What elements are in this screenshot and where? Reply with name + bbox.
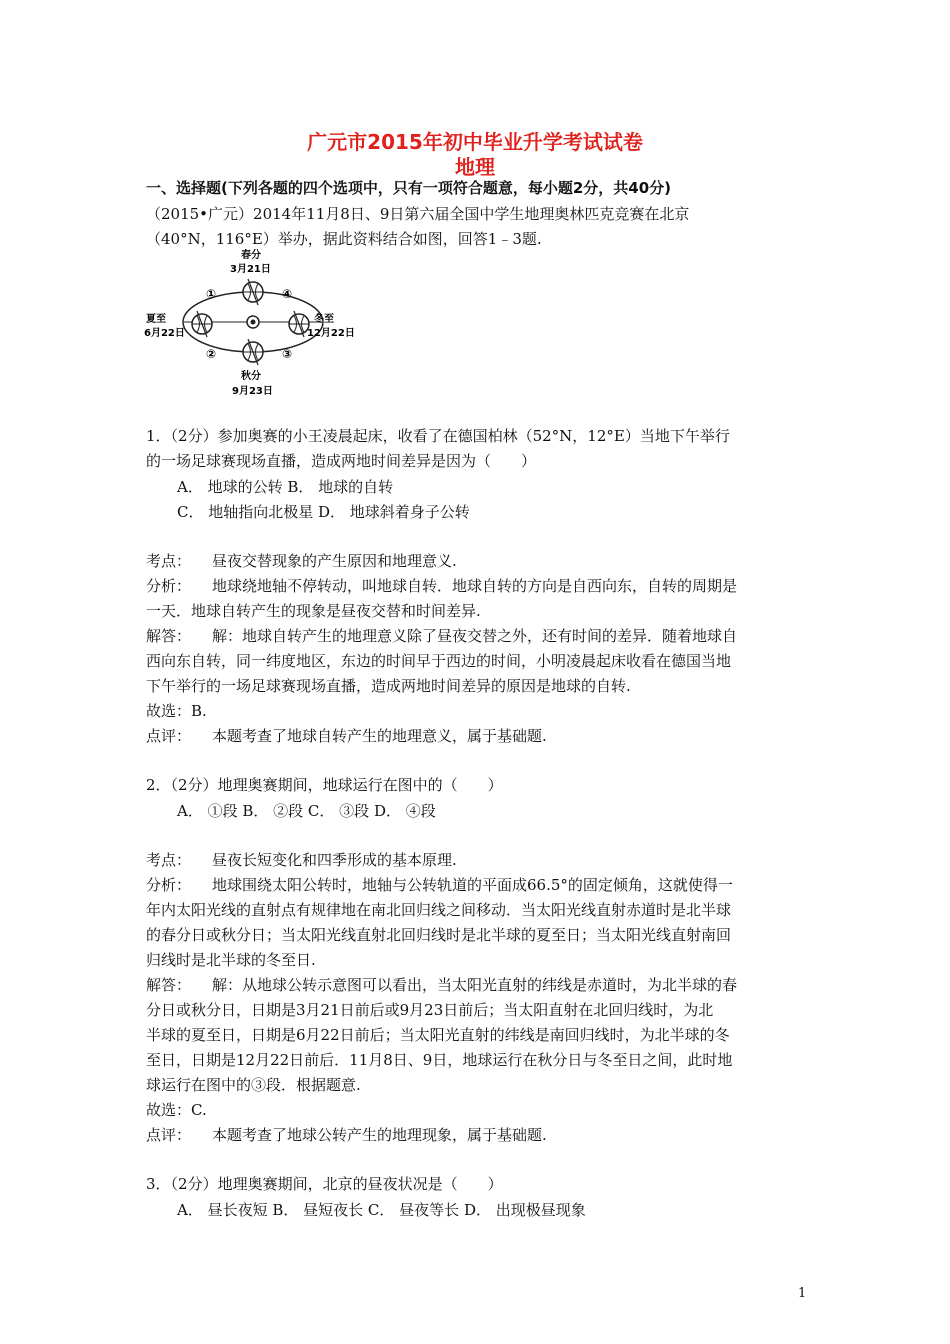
- q1-fenxi-1: 地球绕地轴不停转动，叫地球自转．地球自转的方向是自西向东，自转的周期是: [212, 577, 738, 595]
- q1-jieda-1: 解：地球自转产生的地理意义除了昼夜交替之外，还有时间的差异．随着地球自: [212, 627, 738, 645]
- q1-kaodian-row: [146, 551, 457, 571]
- q1-jieda-row: [146, 626, 737, 646]
- label-spring: 春分: [241, 250, 261, 261]
- q2-kaodian-label: 考点：: [146, 851, 192, 869]
- intro-line-1: （2015•广元）2014年11月8日、9日第六届全国中学生地理奥林匹克竞赛在北京: [146, 205, 690, 223]
- segment-4-label: ④: [282, 287, 293, 301]
- q2-fenxi-1: 地球围绕太阳公转时，地轴与公转轨道的平面成66.5°的固定倾角，这就使得一: [212, 876, 733, 894]
- intro-line-2: （40°N，116°E）举办，据此资料结合如图，回答1﹣3题.: [146, 230, 542, 248]
- earth-orbit-diagram: [144, 244, 358, 404]
- q2-jieda-3: 半球的夏至日，日期是6月22日前后；当太阳光直射的纬线是南回归线时，为北半球的冬: [146, 1026, 730, 1044]
- q2-answer: 故选：C.: [146, 1101, 207, 1119]
- label-autumn: 秋分: [241, 371, 261, 382]
- q2-dianping: 本题考查了地球公转产生的地理现象，属于基础题.: [212, 1126, 547, 1144]
- section-heading: 一、选择题(下列各题的四个选项中，只有一项符合题意，每小题2分，共40分): [146, 179, 672, 197]
- label-summer-date: 6月22日: [144, 328, 185, 339]
- q2-fenxi-label: 分析：: [146, 876, 192, 894]
- q2-fenxi-3: 的春分日或秋分日；当太阳光线直射北回归线时是北半球的夏至日；当太阳光线直射南回: [146, 926, 732, 944]
- q2-fenxi-row: [146, 875, 733, 895]
- q2-jieda-1: 解：从地球公转示意图可以看出，当太阳光直射的纬线是赤道时，为北半球的春: [212, 976, 738, 994]
- q1-fenxi-row: [146, 576, 737, 596]
- q2-fenxi-4: 归线时是北半球的冬至日.: [146, 951, 316, 969]
- q1-options-1: A． 地球的公转 B． 地球的自转: [177, 478, 394, 496]
- q2-jieda-4: 至日，日期是12月22日前后．11月8日、9日，地球运行在秋分日与冬至日之间，此时地: [146, 1051, 733, 1069]
- q1-stem-1: 1．（2分）参加奥赛的小王凌晨起床，收看了在德国柏林（52°N，12°E）当地下午举行: [146, 427, 730, 445]
- label-winter: 冬至: [314, 314, 334, 325]
- q1-fenxi-label: 分析：: [146, 577, 192, 595]
- q1-dianping: 本题考查了地球自转产生的地理意义，属于基础题.: [212, 727, 547, 745]
- q2-kaodian-row: [146, 850, 457, 870]
- q1-kaodian: 昼夜交替现象的产生原因和地理意义.: [212, 552, 457, 570]
- earth-winter-icon: [289, 311, 309, 337]
- segment-3-label: ③: [282, 347, 293, 361]
- earth-summer-icon: [192, 311, 212, 337]
- sun-center-icon: [251, 320, 256, 325]
- q1-jieda-2: 西向东自转，同一纬度地区，东边的时间早于西边的时间，小明凌晨起床收看在德国当地: [146, 652, 732, 670]
- page-number: 1: [798, 1286, 807, 1301]
- q3-stem: 3．（2分）地理奥赛期间，北京的昼夜状况是（ ）: [146, 1175, 503, 1193]
- label-summer: 夏至: [146, 314, 166, 325]
- label-winter-date: 12月22日: [307, 328, 355, 339]
- q1-fenxi-2: 一天．地球自转产生的现象是昼夜交替和时间差异.: [146, 602, 481, 620]
- q2-options: A． ①段 B． ②段 C． ③段 D． ④段: [177, 802, 436, 820]
- q1-jieda-label: 解答：: [146, 627, 192, 645]
- q1-answer: 故选：B.: [146, 702, 207, 720]
- q2-jieda-label: 解答：: [146, 976, 192, 994]
- q2-jieda-2: 分日或秋分日，日期是3月21日前后或9月23日前后；当太阳直射在北回归线时，为北: [146, 1001, 714, 1019]
- label-spring-date: 3月21日: [230, 264, 271, 275]
- q1-options-2: C． 地轴指向北极星 D． 地球斜着身子公转: [177, 503, 470, 521]
- q1-jieda-3: 下午举行的一场足球赛现场直播，造成两地时间差异的原因是地球的自转.: [146, 677, 631, 695]
- earth-spring-icon: [243, 279, 263, 305]
- q1-stem-2: 的一场足球赛现场直播，造成两地时间差异是因为（ ）: [146, 452, 537, 470]
- q2-dianping-label: 点评：: [146, 1126, 192, 1144]
- segment-1-label: ①: [206, 287, 217, 301]
- q2-fenxi-2: 年内太阳光线的直射点有规律地在南北回归线之间移动．当太阳光线直射赤道时是北半球: [146, 901, 732, 919]
- q3-options: A． 昼长夜短 B． 昼短夜长 C． 昼夜等长 D． 出现极昼现象: [177, 1201, 586, 1219]
- earth-autumn-icon: [243, 339, 263, 365]
- q1-dianping-label: 点评：: [146, 727, 192, 745]
- q1-kaodian-label: 考点：: [146, 552, 192, 570]
- q2-dianping-row: [146, 1125, 547, 1145]
- q1-dianping-row: [146, 726, 547, 746]
- q2-jieda-5: 球运行在图中的③段．根据题意.: [146, 1076, 361, 1094]
- exam-title: 广元市2015年初中毕业升学考试试卷: [307, 130, 643, 154]
- q2-stem: 2．（2分）地理奥赛期间，地球运行在图中的（ ）: [146, 776, 503, 794]
- q2-kaodian: 昼夜长短变化和四季形成的基本原理.: [212, 851, 457, 869]
- segment-2-label: ②: [206, 347, 217, 361]
- exam-subject: 地理: [455, 155, 495, 179]
- label-autumn-date: 9月23日: [232, 386, 273, 397]
- q2-jieda-row: [146, 975, 737, 995]
